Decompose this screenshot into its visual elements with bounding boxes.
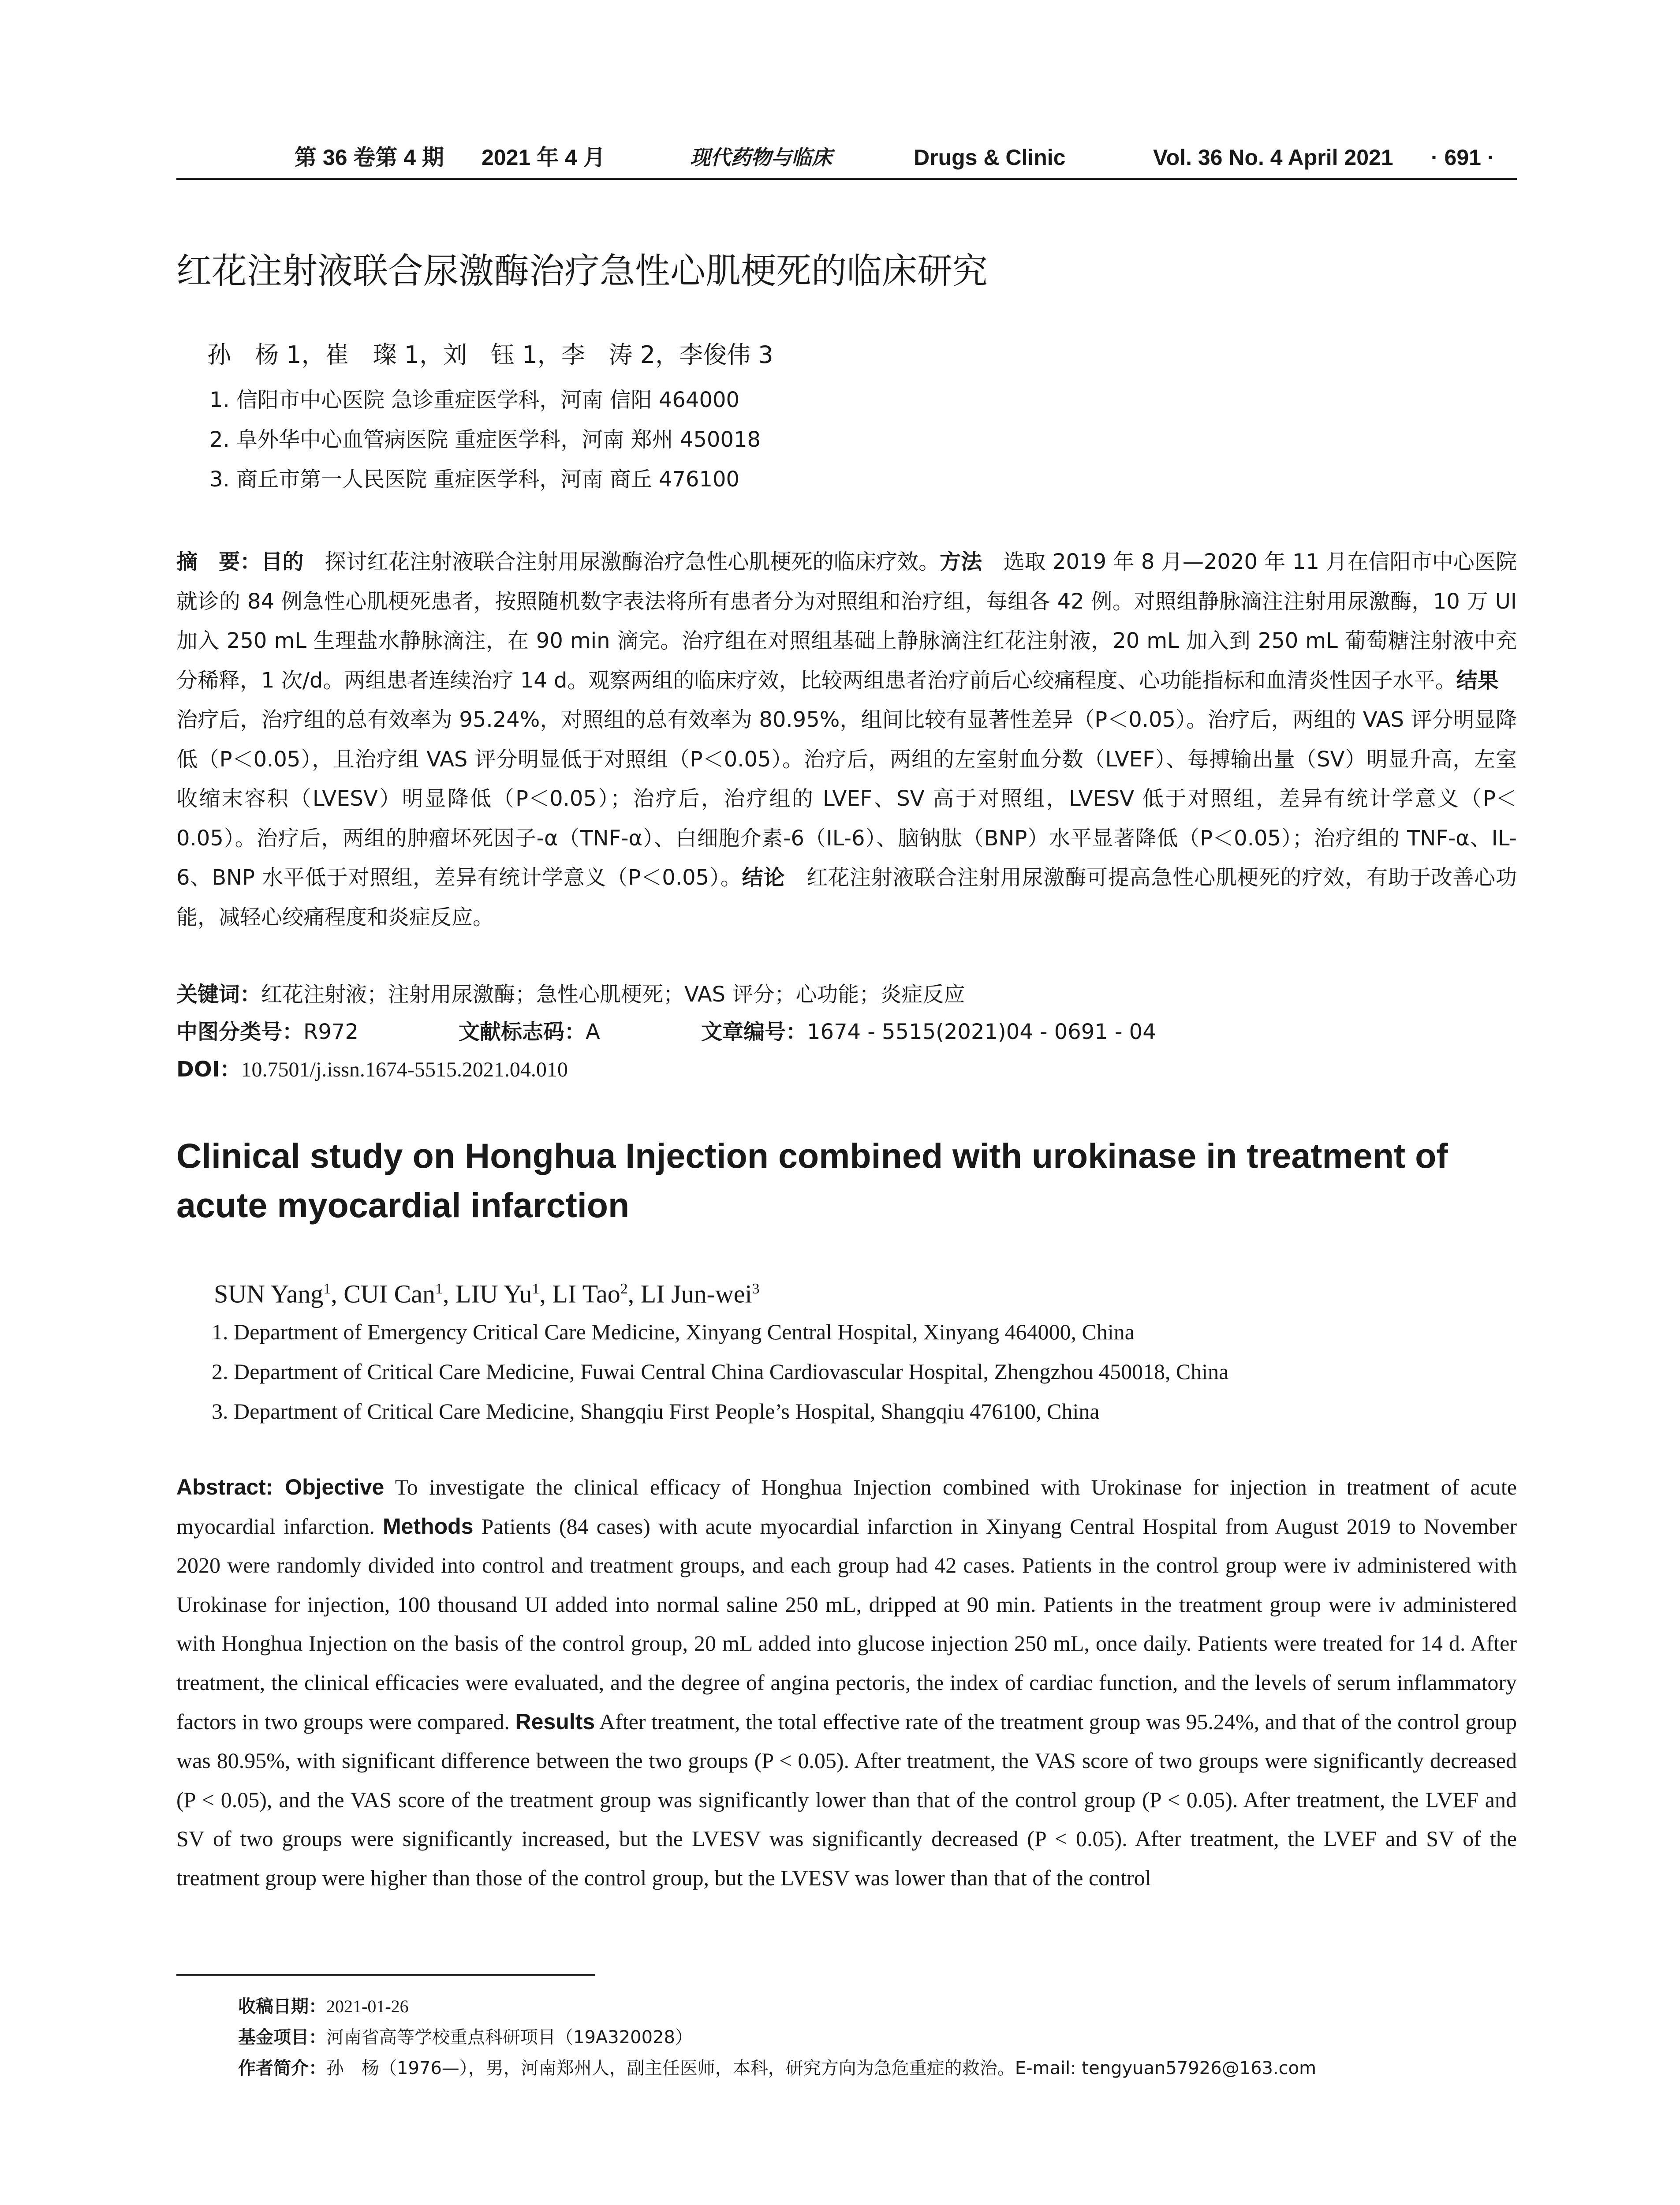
author-en-5-aff: 3 xyxy=(752,1281,760,1297)
doi-line xyxy=(176,1054,568,1085)
footnote-author-bio-text: 孙 杨（1976—），男，河南郑州人，副主任医师，本科，研究方向为急危重症的救治。E-mail: tengyuan57926@163.com xyxy=(326,2058,1317,2078)
footnote-author-bio xyxy=(238,2055,1316,2082)
footnote-funding-label: 基金项目： xyxy=(238,2027,326,2048)
conclusion-text-cn: 红花注射液联合注射用尿激酶可提高急性心肌梗死的疗效，有助于改善心功能，减轻心绞痛程度和炎症反应。 xyxy=(176,865,1517,930)
header-journal-cn: 现代药物与临床 xyxy=(690,146,832,169)
header-date-cn: 2021 年 4 月 xyxy=(482,145,605,170)
abstract-cn xyxy=(176,542,1520,937)
methods-label-cn: 方法 xyxy=(940,550,982,574)
article-number-label: 文章编号： xyxy=(701,1020,807,1044)
header-volume-en: Vol. 36 No. 4 April 2021 xyxy=(1153,145,1393,170)
header-page-number: · 691 · xyxy=(1431,145,1495,170)
article-number xyxy=(701,1017,1156,1047)
affiliation-en-3: 3. Department of Critical Care Medicine, Shangqiu First People’s Hospital, Shangqiu 476100, China xyxy=(212,1399,1100,1424)
footnote-rule xyxy=(176,1974,595,1976)
objective-label-en: Objective xyxy=(285,1475,385,1499)
author-en-3: LIU Yu xyxy=(455,1279,532,1308)
affiliation-cn-1: 1. 信阳市中心医院 急诊重症医学科，河南 信阳 464000 xyxy=(209,388,740,412)
affiliation-en-2: 2. Department of Critical Care Medicine, Fuwai Central China Cardiovascular Hospital, Zhengzhou 450018, China xyxy=(212,1359,1229,1384)
article-number-value: 1674 - 5515(2021)04 - 0691 - 04 xyxy=(807,1020,1156,1044)
title-cn: 红花注射液联合尿激酶治疗急性心肌梗死的临床研究 xyxy=(176,250,988,292)
author-en-1-aff: 1 xyxy=(323,1281,331,1297)
author-en-2-aff: 1 xyxy=(435,1281,443,1297)
document-code-label: 文献标志码： xyxy=(459,1020,586,1044)
keywords-label: 关键词： xyxy=(176,982,261,1007)
results-text-cn: 治疗后，治疗组的总有效率为 95.24%，对照组的总有效率为 80.95%，组间比较有显著性差异（P＜0.05）。治疗后，两组的 VAS 评分明显降低（P＜0.05），且治疗组 VAS 评分明显低于对照组（P＜0.05）。治疗后，两组的左室射血分数（LVEF）、每搏输出量（SV）明显升高，左室收缩末容积（LVESV）明显降低（P＜0.05）；治疗后，治疗组的 LVEF、SV 高于对照组，LVESV 低于对照组，差异有统计学意义（P＜0.05）。治疗后，两组的肿瘤坏死因子-α（TNF-α）、白细胞介素-6（IL-6）、脑钠肽（BNP）水平显著降低（P＜0.05）；治疗组的 TNF-α、IL-6、BNP 水平低于对照组，差异有统计学意义（P＜0.05）。 xyxy=(176,668,1520,890)
results-text-en: After treatment, the total effective rate of the treatment group was 95.24%, and that of the control group was 80.95%, with significant difference between the two groups (P < 0.05). After treatment, the VAS score of two groups were significantly decreased (P < 0.05), and the VAS score of the treatment group was significantly lower than that of the control group (P < 0.05). After treatment, the LVEF and SV of two groups were significantly increased, but the LVESV was significantly decreased (P < 0.05). After treatment, the LVEF and SV of the treatment group were higher than those of the control group, but the LVESV was lower than that of the control xyxy=(176,1709,1517,1890)
document-code xyxy=(459,1017,600,1047)
keywords-text: 红花注射液；注射用尿激酶；急性心肌梗死；VAS 评分；心功能；炎症反应 xyxy=(261,982,965,1007)
doi-value: 10.7501/j.issn.1674-5515.2021.04.010 xyxy=(241,1058,568,1081)
classification-line xyxy=(176,1017,358,1047)
affiliation-en-1: 1. Department of Emergency Critical Care Medicine, Xinyang Central Hospital, Xinyang 464000, China xyxy=(212,1319,1135,1344)
author-en-3-aff: 1 xyxy=(532,1281,540,1297)
results-label-en: Results xyxy=(515,1709,595,1734)
methods-text-en: Patients (84 cases) with acute myocardial infarction in Xinyang Central Hospital from August 2019 to November 2020 were randomly divided into control and treatment groups, and each group had 42 cases. Patients in the control group were iv administered with Urokinase for injection, 100 thousand UI added into normal saline 250 mL, dripped at 90 min. Patients in the treatment group were iv administered with Honghua Injection on the basis of the control group, 20 mL added into glucose injection 250 mL, once daily. Patients were treated for 14 d. After treatment, the clinical efficacies were evaluated, and the degree of angina pectoris, the index of cardiac function, and the levels of serum inflammatory factors in two groups were compared. xyxy=(176,1514,1517,1734)
objective-label-cn: 目的 xyxy=(261,550,304,574)
footnote-received-label: 收稿日期： xyxy=(238,1996,326,2017)
abstract-en-label: Abstract: xyxy=(176,1475,285,1499)
author-en-1: SUN Yang xyxy=(214,1279,324,1308)
header-rule xyxy=(176,178,1517,180)
footnote-received-text: 2021-01-26 xyxy=(326,1996,409,2016)
footnote-received xyxy=(238,1993,409,2020)
footnote-author-bio-label: 作者简介： xyxy=(238,2058,326,2078)
affiliation-cn-3: 3. 商丘市第一人民医院 重症医学科，河南 商丘 476100 xyxy=(209,467,740,492)
objective-text-cn: 探讨红花注射液联合注射用尿激酶治疗急性心肌梗死的临床疗效。 xyxy=(303,549,940,574)
author-en-5: LI Jun-wei xyxy=(640,1279,752,1308)
results-label-cn: 结果 xyxy=(1456,669,1499,692)
methods-label-en: Methods xyxy=(382,1514,474,1539)
methods-text-cn: 选取 2019 年 8 月—2020 年 11 月在信阳市中心医院就诊的 84 例急性心肌梗死患者，按照随机数字表法将所有患者分为对照组和治疗组，每组各 42 例。对照组静脉滴注注射用尿激酶，10 万 UI 加入 250 mL 生理盐水静脉滴注，在 90 min 滴完。治疗组在对照组基础上静脉滴注红花注射液，20 mL 加入到 250 mL 葡萄糖注射液中充分稀释，1 次/d。两组患者连续治疗 14 d。观察两组的临床疗效，比较两组患者治疗前后心绞痛程度、心功能指标和血清炎性因子水平。 xyxy=(176,549,1517,693)
authors-cn: 孙 杨 1，崔 璨 1，刘 钰 1，李 涛 2，李俊伟 3 xyxy=(207,341,773,369)
abstract-cn-label: 摘 要： xyxy=(176,550,261,574)
keywords-cn xyxy=(176,979,965,1010)
header-issue-cn: 第 36 卷第 4 期 xyxy=(295,145,444,170)
footnote-funding xyxy=(238,2024,693,2051)
title-en: Clinical study on Honghua Injection combined with urokinase in treatment of acute myocardial infarction xyxy=(176,1136,1448,1225)
conclusion-label-cn: 结论 xyxy=(742,866,785,889)
author-en-4: LI Tao xyxy=(552,1279,620,1308)
doi-label: DOI： xyxy=(176,1057,241,1082)
document-code-value: A xyxy=(586,1020,600,1044)
affiliation-cn-2: 2. 阜外华中心血管病医院 重症医学科，河南 郑州 450018 xyxy=(209,427,761,452)
author-en-4-aff: 2 xyxy=(620,1281,628,1297)
objective-text-en: To investigate the clinical efficacy of Honghua Injection combined with Urokinase for injection in treatment of acute myocardial infarction. xyxy=(176,1475,1517,1539)
footnote-funding-text: 河南省高等学校重点科研项目（19A320028） xyxy=(326,2027,693,2048)
clc-value: R972 xyxy=(303,1020,358,1044)
abstract-en xyxy=(176,1468,1517,1898)
author-en-2: CUI Can xyxy=(343,1279,436,1308)
header-journal-en: Drugs & Clinic xyxy=(914,145,1066,170)
clc-label: 中图分类号： xyxy=(176,1020,304,1044)
authors-en: SUN Yang$^1$, CUI Can$^1$, LIU Yu$^1$, LI Tao$^2$, LI Jun-wei$^3$ xyxy=(214,1279,760,1308)
